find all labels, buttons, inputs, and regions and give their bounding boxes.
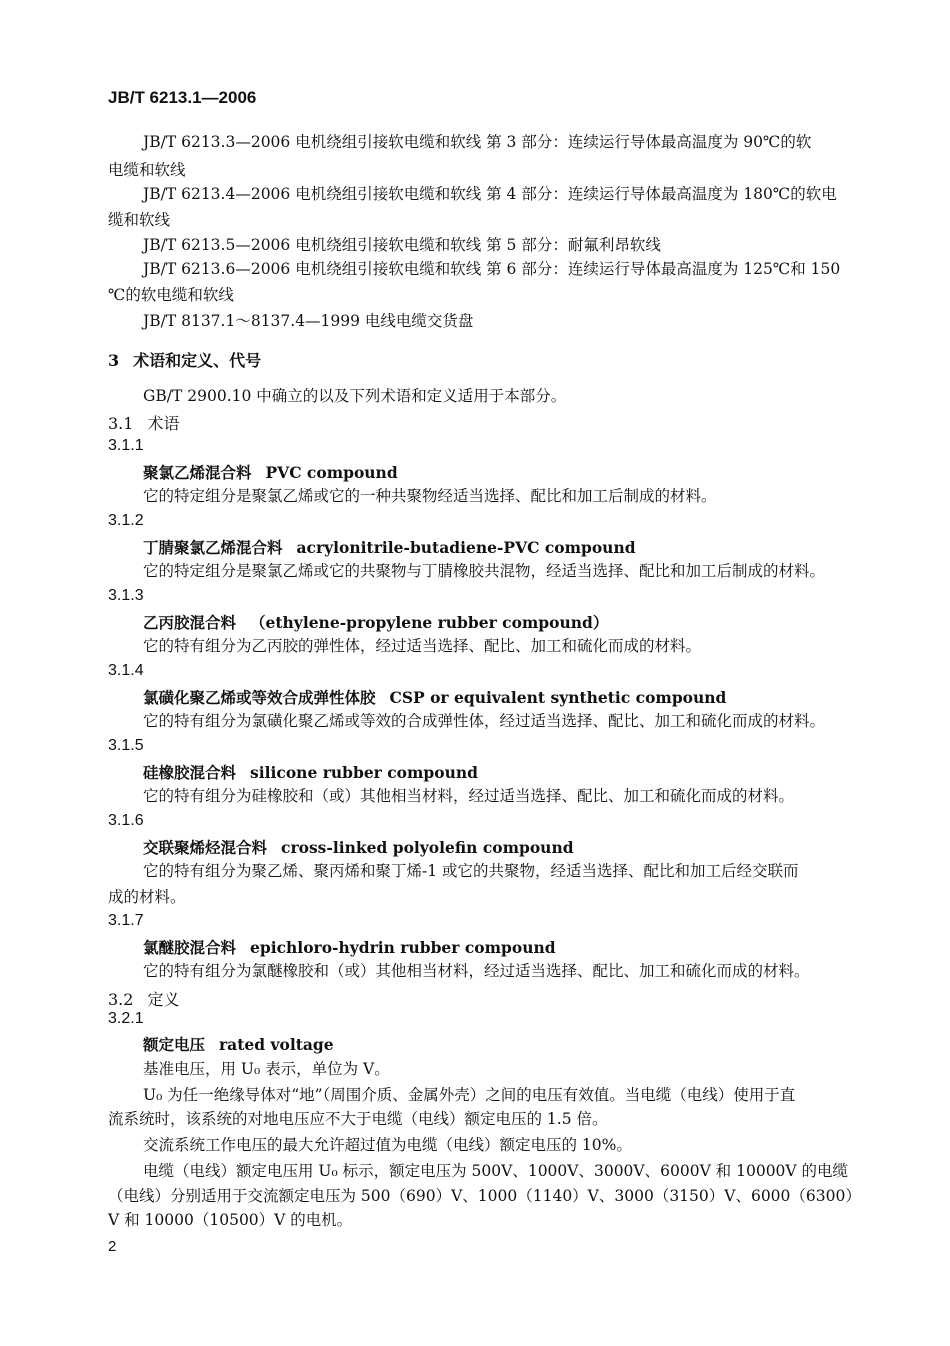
term-en: CSP or equivalent synthetic compound xyxy=(389,688,727,707)
ref-4-line1: JB/T 6213.4—2006 电机绕组引接软电缆和软线 第 4 部分：连续运行导体最高温度为 180℃的软电 xyxy=(143,185,837,203)
section-3-1-title: 术语 xyxy=(147,414,180,433)
rated-voltage-p2-line2: 流系统时，该系统的对地电压应不大于电缆（电线）额定电压的 1.5 倍。 xyxy=(108,1110,608,1128)
term-title xyxy=(143,836,574,858)
page-header: JB/T 6213.1—2006 xyxy=(108,88,257,107)
ref-3-line1: JB/T 6213.3—2006 电机绕组引接软电缆和软线 第 3 部分：连续运行导体最高温度为 90℃的软 xyxy=(143,133,812,151)
term-cn: 额定电压 xyxy=(143,1035,206,1054)
term-definition: 它的特定组分是聚氯乙烯或它的一种共聚物经适当选择、配比和加工后制成的材料。 xyxy=(143,487,717,505)
term-definition: 它的特有组分为聚乙烯、聚丙烯和聚丁烯-1 或它的共聚物，经适当选择、配比和加工后经交联而 xyxy=(143,862,799,880)
term-title xyxy=(143,936,556,958)
term-cn: 氯磺化聚乙烯或等效合成弹性体胶 xyxy=(143,688,376,707)
rated-voltage-p4-line3: V 和 10000（10500）V 的电机。 xyxy=(108,1211,353,1229)
term-title xyxy=(143,686,726,708)
rated-voltage-p4-line1: 电缆（电线）额定电压用 U₀ 标示，额定电压为 500V、1000V、3000V、6000V 和 10000V 的电缆 xyxy=(143,1162,849,1180)
term-en: PVC compound xyxy=(265,463,398,482)
section-3-2-heading xyxy=(108,987,179,1010)
term-en: epichloro-hydrin rubber compound xyxy=(250,938,556,957)
term-cn: 聚氯乙烯混合料 xyxy=(143,463,252,482)
section-3-number: 3 xyxy=(108,351,120,370)
term-cn: 乙丙胶混合料 xyxy=(143,613,237,632)
ref-6-line2: ℃的软电缆和软线 xyxy=(108,286,234,304)
ref-6-line1: JB/T 6213.6—2006 电机绕组引接软电缆和软线 第 6 部分：连续运行导体最高温度为 125℃和 150 xyxy=(143,260,841,278)
term-number: 3.1.7 xyxy=(108,912,144,929)
term-cn: 交联聚烯烃混合料 xyxy=(143,838,268,857)
term-definition: 它的特有组分为氯磺化聚乙烯或等效的合成弹性体，经过适当选择、配比、加工和硫化而成的材料。 xyxy=(143,712,826,730)
rated-voltage-p3: 交流系统工作电压的最大允许超过值为电缆（电线）额定电压的 10%。 xyxy=(143,1136,632,1154)
section-3-2-number: 3.2 xyxy=(108,990,134,1009)
term-number: 3.1.3 xyxy=(108,587,144,604)
rated-voltage-p4-line2: （电线）分别适用于交流额定电压为 500（690）V、1000（1140）V、3000（3150）V、6000（6300） xyxy=(108,1187,861,1205)
section-3-1-number: 3.1 xyxy=(108,414,134,433)
rated-voltage-p1: 基准电压，用 U₀ 表示，单位为 V。 xyxy=(143,1060,390,1078)
term-title xyxy=(143,536,636,558)
term-definition: 它的特有组分为乙丙胶的弹性体，经过适当选择、配比、加工和硫化而成的材料。 xyxy=(143,637,702,655)
term-number: 3.1.5 xyxy=(108,737,144,754)
term-definition: 它的特有组分为氯醚橡胶和（或）其他相当材料，经过适当选择、配比、加工和硫化而成的材料。 xyxy=(143,962,810,980)
term-en: cross-linked polyolefin compound xyxy=(281,838,574,857)
term-title xyxy=(143,461,398,483)
term-number: 3.1.2 xyxy=(108,512,144,529)
term-cn: 丁腈聚氯乙烯混合料 xyxy=(143,538,283,557)
ref-8137: JB/T 8137.1～8137.4—1999 电线电缆交货盘 xyxy=(143,312,474,330)
section-3-title: 术语和定义、代号 xyxy=(133,351,262,370)
ref-5: JB/T 6213.5—2006 电机绕组引接软电缆和软线 第 5 部分：耐氟利昂软线 xyxy=(143,236,661,254)
term-definition: 它的特有组分为硅橡胶和（或）其他相当材料，经过适当选择、配比、加工和硫化而成的材料。 xyxy=(143,787,795,805)
ref-3-line2: 电缆和软线 xyxy=(108,161,186,179)
term-title xyxy=(143,611,608,633)
term-title xyxy=(143,1033,334,1055)
section-3-heading xyxy=(108,348,261,371)
section-3-2-title: 定义 xyxy=(147,990,180,1009)
rated-voltage-p2-line1: U₀ 为任一绝缘导体对“地”（周围介质、金属外壳）之间的电压有效值。当电缆（电线）使用于直 xyxy=(143,1086,796,1104)
term-en: rated voltage xyxy=(219,1035,334,1054)
page-number: 2 xyxy=(108,1238,117,1255)
term-title xyxy=(143,761,478,783)
section-3-1-heading xyxy=(108,411,179,434)
term-en: silicone rubber compound xyxy=(250,763,478,782)
term-number: 3.1.4 xyxy=(108,662,144,679)
term-definition: 它的特定组分是聚氯乙烯或它的共聚物与丁腈橡胶共混物，经适当选择、配比和加工后制成的材料。 xyxy=(143,562,826,580)
ref-4-line2: 缆和软线 xyxy=(108,211,171,229)
term-definition-cont: 成的材料。 xyxy=(108,888,186,906)
term-number: 3.2.1 xyxy=(108,1010,144,1027)
section-3-intro: GB/T 2900.10 中确立的以及下列术语和定义适用于本部分。 xyxy=(143,387,567,405)
term-en: acrylonitrile-butadiene-PVC compound xyxy=(296,538,636,557)
term-cn: 氯醚胶混合料 xyxy=(143,938,237,957)
term-en: （ethylene-propylene rubber compound） xyxy=(250,613,609,632)
term-cn: 硅橡胶混合料 xyxy=(143,763,237,782)
term-number: 3.1.1 xyxy=(108,437,144,454)
term-number: 3.1.6 xyxy=(108,812,144,829)
